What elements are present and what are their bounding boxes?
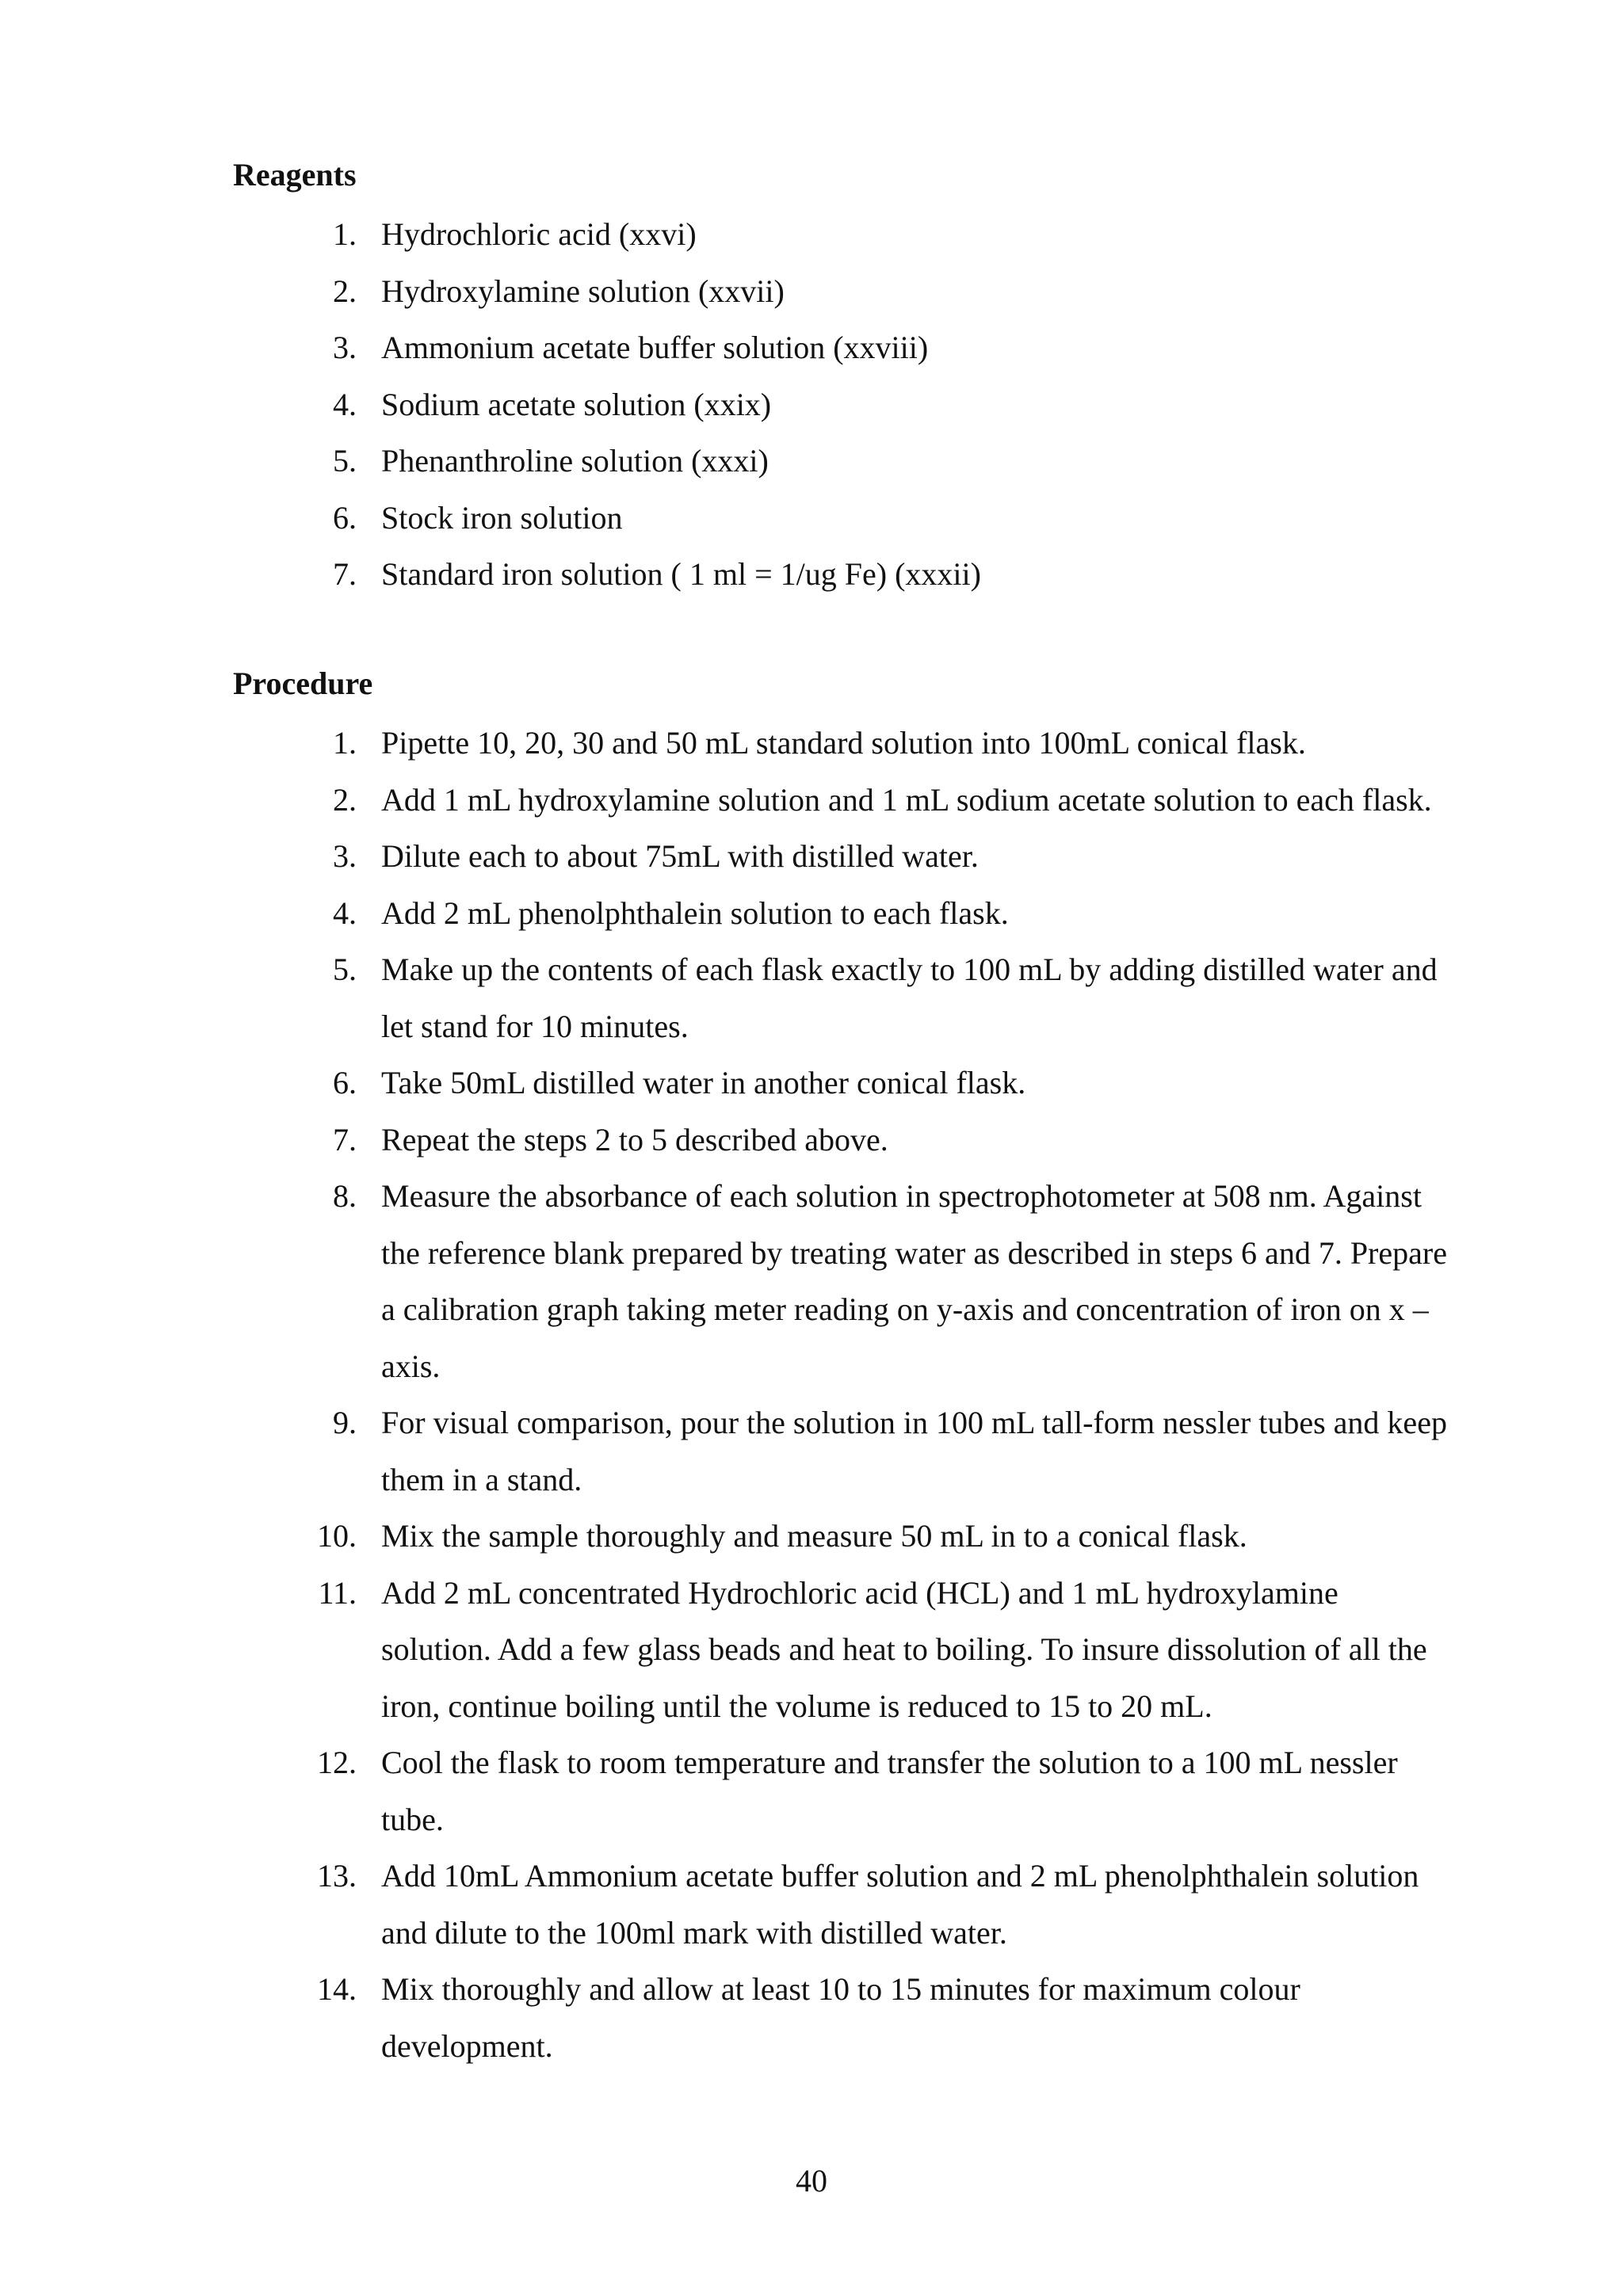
list-item: [0, 1734, 1623, 1848]
list-item: [0, 1508, 1623, 1565]
list-number: 6.: [333, 1065, 357, 1100]
list-number: 3.: [333, 838, 357, 874]
list-text: Make up the contents of each flask exactly to 100 mL by adding distilled water and let stand for 10 minutes.: [381, 952, 1438, 1044]
list-text: Repeat the steps 2 to 5 described above.: [381, 1121, 888, 1158]
list-item: [0, 1961, 1623, 2074]
list-number: 6.: [333, 499, 357, 536]
list-number: 5.: [333, 952, 357, 987]
list-item: [0, 772, 1623, 829]
list-number: 7.: [333, 556, 357, 592]
list-item: [0, 1565, 1623, 1735]
list-text: Cool the flask to room temperature and transfer the solution to a 100 mL nessler tube.: [381, 1745, 1398, 1837]
list-item: [0, 1055, 1623, 1112]
list-item: [0, 1848, 1623, 1961]
list-text: Add 2 mL concentrated Hydrochloric acid (HCL) and 1 mL hydroxylamine solution. Add a few glass beads and heat to boiling. To insure dissolution of all the iron, continue boiling until the volume is reduced to 15 to 20 mL.: [381, 1574, 1427, 1724]
procedure-heading: Procedure: [233, 666, 373, 701]
list-number: 2.: [333, 273, 357, 309]
list-item: [0, 206, 1623, 263]
list-number: 8.: [333, 1178, 357, 1214]
list-text: Measure the absorbance of each solution in spectrophotometer at 508 nm. Against the reference blank prepared by treating water as described in steps 6 and 7. Prepare a calibration graph taking meter reading on y-axis and concentration of iron on x – axis.: [381, 1178, 1447, 1384]
list-item: [0, 263, 1623, 320]
page-number: 40: [796, 2163, 827, 2199]
list-item: [0, 885, 1623, 942]
list-item: [0, 715, 1623, 772]
list-text: Ammonium acetate buffer solution (xxviii): [381, 330, 929, 365]
list-text: Standard iron solution ( 1 ml = 1/ug Fe) (xxxii): [381, 556, 981, 592]
list-text: Hydrochloric acid (xxvi): [381, 216, 697, 252]
list-text: Mix thoroughly and allow at least 10 to 15 minutes for maximum colour development.: [381, 1971, 1300, 2064]
list-number: 7.: [333, 1121, 357, 1158]
list-text: Add 10mL Ammonium acetate buffer solution and 2 mL phenolphthalein solution and dilute to the 100ml mark with distilled water.: [381, 1858, 1419, 1951]
list-item: [0, 490, 1623, 547]
list-text: Phenanthroline solution (xxxi): [381, 443, 769, 479]
list-item: [0, 1112, 1623, 1169]
list-text: Mix the sample thoroughly and measure 50 mL in to a conical flask.: [381, 1518, 1247, 1554]
list-item: [0, 828, 1623, 885]
procedure-list: [0, 715, 1623, 2074]
list-number: 10.: [317, 1518, 357, 1554]
list-text: Stock iron solution: [381, 499, 623, 536]
list-number: 2.: [333, 781, 357, 818]
list-item: [0, 941, 1623, 1055]
list-text: For visual comparison, pour the solution in 100 mL tall-form nessler tubes and keep them in a stand.: [381, 1405, 1447, 1497]
list-text: Add 2 mL phenolphthalein solution to each flask.: [381, 894, 1009, 931]
list-number: 1.: [333, 216, 357, 252]
list-text: Sodium acetate solution (xxix): [381, 386, 772, 422]
list-text: Pipette 10, 20, 30 and 50 mL standard solution into 100mL conical flask.: [381, 725, 1306, 761]
list-number: 3.: [333, 330, 357, 365]
list-item: [0, 376, 1623, 433]
reagents-heading: Reagents: [233, 157, 357, 193]
list-number: 12.: [317, 1745, 357, 1780]
list-item: [0, 433, 1623, 490]
list-text: Take 50mL distilled water in another conical flask.: [381, 1065, 1026, 1100]
list-text: Hydroxylamine solution (xxvii): [381, 273, 785, 309]
list-number: 13.: [317, 1858, 357, 1894]
reagents-list: [0, 206, 1623, 603]
list-number: 11.: [318, 1574, 357, 1611]
list-item: [0, 319, 1623, 376]
list-text: Add 1 mL hydroxylamine solution and 1 mL sodium acetate solution to each flask.: [381, 781, 1432, 818]
list-number: 4.: [333, 894, 357, 931]
list-text: Dilute each to about 75mL with distilled water.: [381, 838, 979, 874]
list-number: 14.: [317, 1971, 357, 2007]
list-item: [0, 1394, 1623, 1508]
list-item: [0, 1168, 1623, 1394]
list-number: 1.: [333, 725, 357, 761]
list-number: 5.: [333, 443, 357, 479]
list-item: [0, 546, 1623, 603]
list-number: 4.: [333, 386, 357, 422]
list-number: 9.: [333, 1405, 357, 1440]
